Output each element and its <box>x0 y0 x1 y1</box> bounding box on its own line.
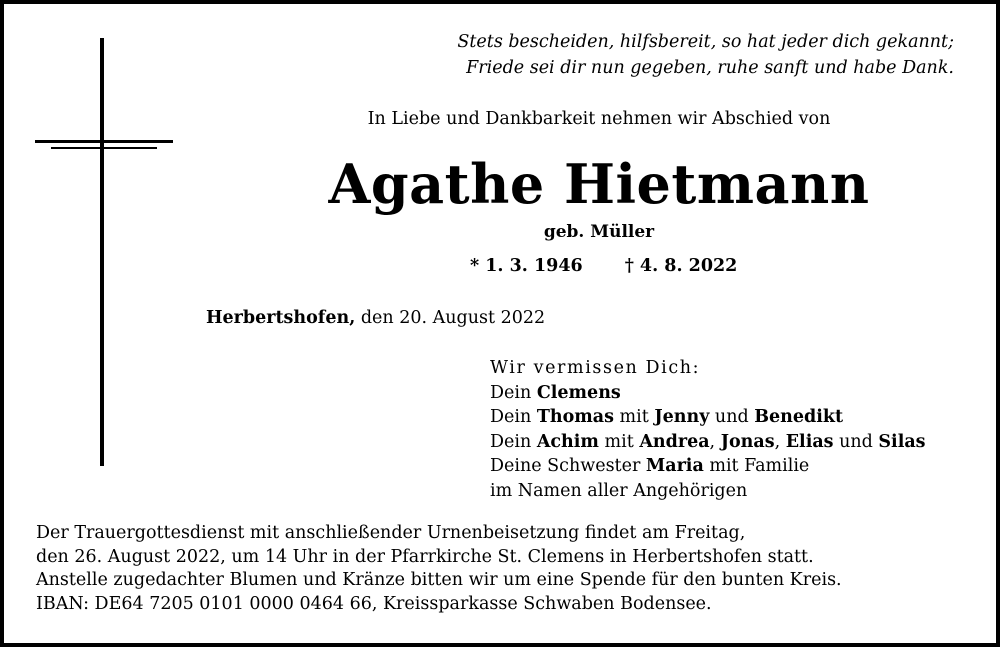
motto-line: Friede sei dir nun gegeben, ruhe sanft und habe Dank. <box>466 58 954 78</box>
life-dates <box>470 256 737 276</box>
family-member: Andrea <box>639 431 710 452</box>
place-and-date <box>206 308 545 328</box>
cross-horizontal-bar-inner <box>51 147 157 149</box>
family-line <box>490 405 926 430</box>
family-member: Jenny <box>654 407 710 427</box>
motto-verse <box>457 29 954 81</box>
cross-horizontal-bar <box>35 140 173 143</box>
family-text: mit Familie <box>703 456 810 476</box>
family-member: Jonas <box>720 431 775 452</box>
place-date: den 20. August 2022 <box>355 308 546 328</box>
family-text: Dein <box>490 407 537 427</box>
family-text: , <box>774 431 786 452</box>
service-line: Anstelle zugedachter Blumen und Kränze bitten wir um eine Spende für den bunten Kreis. <box>36 570 842 590</box>
family-member: Thomas <box>536 407 614 427</box>
service-info <box>36 522 842 616</box>
family-header: Wir vermissen Dich: <box>490 358 701 378</box>
family-list <box>490 356 926 503</box>
family-member: Elias <box>785 431 834 452</box>
family-text: Deine Schwester <box>490 456 646 476</box>
family-line: im Namen aller Angehörigen <box>490 480 748 501</box>
family-text: , <box>709 431 721 452</box>
family-text: mit <box>613 407 655 427</box>
family-member: Silas <box>878 431 926 452</box>
family-member: Clemens <box>536 382 621 403</box>
family-line <box>490 430 926 455</box>
cross-vertical-bar <box>100 38 104 466</box>
family-text: Dein <box>490 431 537 452</box>
service-line: den 26. August 2022, um 14 Uhr in der Pfarrkirche St. Clemens in Herbertshofen statt. <box>36 546 814 567</box>
family-line <box>490 454 926 479</box>
motto-line: Stets bescheiden, hilfsbereit, so hat jeder dich gekannt; <box>457 32 954 52</box>
family-member: Maria <box>645 456 704 476</box>
family-member: Achim <box>536 431 599 452</box>
birth-date: * 1. 3. 1946 <box>470 256 583 276</box>
family-text: und <box>833 431 879 452</box>
family-text: Dein <box>490 382 537 403</box>
family-line <box>490 381 926 406</box>
place-town: Herbertshofen, <box>206 308 356 328</box>
deceased-name: Agathe Hietmann <box>328 152 870 216</box>
death-date: † 4. 8. 2022 <box>624 256 738 276</box>
iban-line: IBAN: DE64 7205 0101 0000 0464 66, Kreissparkasse Schwaben Bodensee. <box>36 593 712 614</box>
family-text: mit <box>598 431 640 452</box>
maiden-name: geb. Müller <box>543 222 655 242</box>
family-member: Benedikt <box>754 407 844 427</box>
intro-text: In Liebe und Dankbarkeit nehmen wir Abschied von <box>367 109 831 129</box>
family-text: und <box>709 407 755 427</box>
service-line: Der Trauergottesdienst mit anschließender Urnenbeisetzung findet am Freitag, <box>36 523 746 543</box>
